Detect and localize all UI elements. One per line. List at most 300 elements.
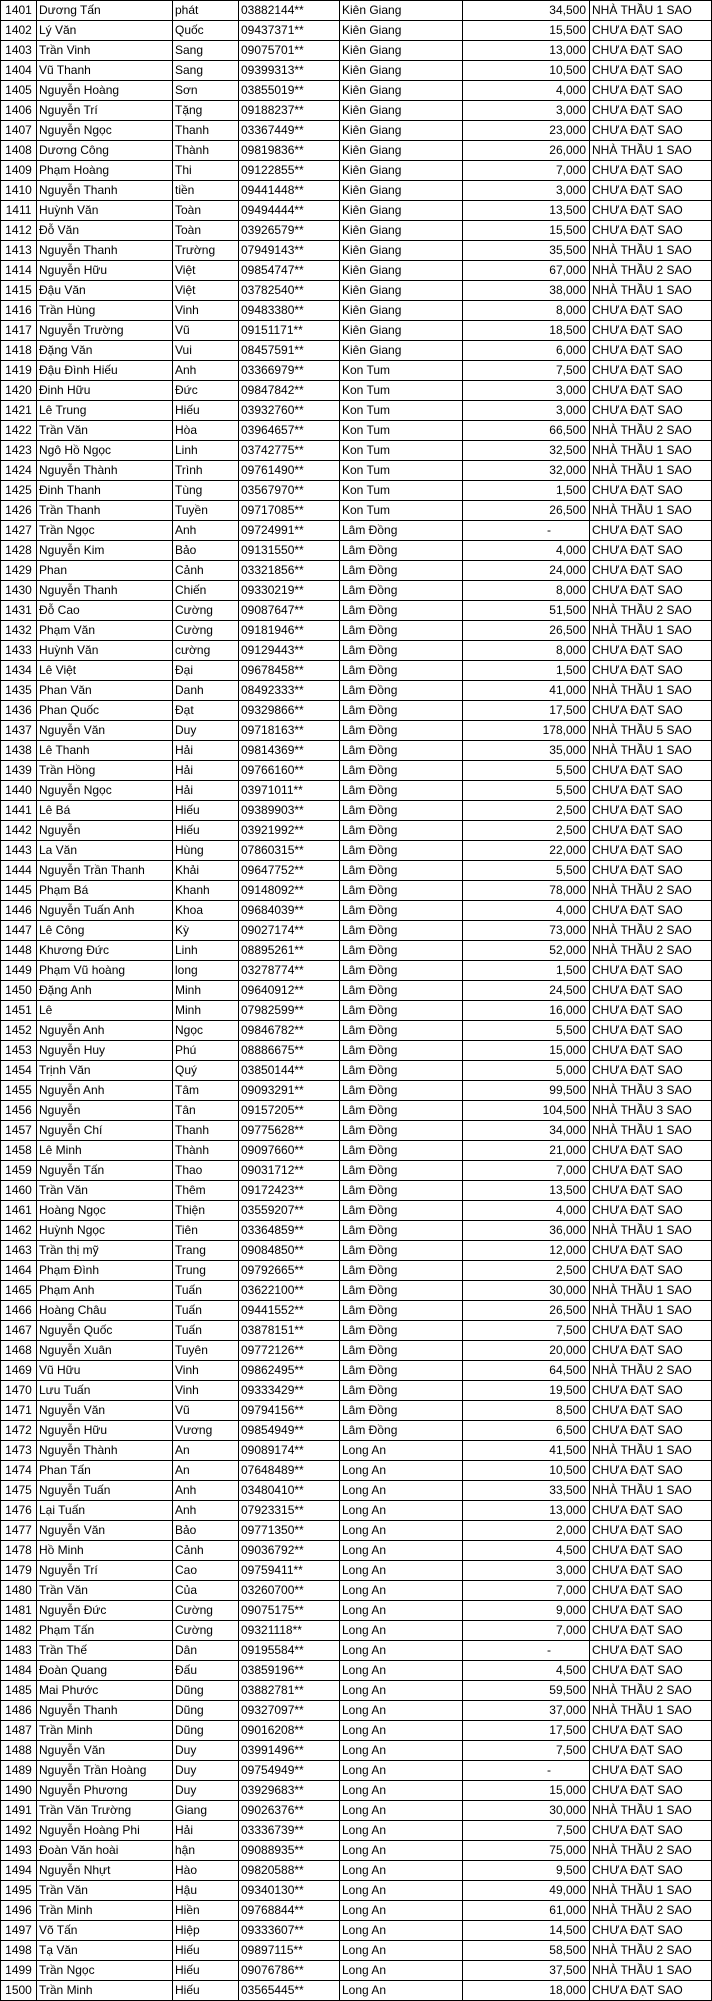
last-middle-name-cell: Nguyễn Trần Thanh bbox=[37, 861, 173, 881]
province-cell: Kiên Giang bbox=[340, 341, 463, 361]
phone-number-cell: 09036792** bbox=[239, 1541, 340, 1561]
province-cell: Kiên Giang bbox=[340, 21, 463, 41]
province-cell: Kiên Giang bbox=[340, 61, 463, 81]
row-number-cell: 1436 bbox=[1, 701, 37, 721]
phone-number-cell: 03366979** bbox=[239, 361, 340, 381]
given-name-cell: Vinh bbox=[173, 1361, 239, 1381]
phone-number-cell: 09437371** bbox=[239, 21, 340, 41]
star-rank-cell: CHƯA ĐẠT SAO bbox=[590, 301, 712, 321]
province-cell: Lâm Đồng bbox=[340, 1041, 463, 1061]
table-row bbox=[1, 1921, 712, 1941]
table-row bbox=[1, 821, 712, 841]
table-row bbox=[1, 721, 712, 741]
star-rank-cell: CHƯA ĐẠT SAO bbox=[590, 1321, 712, 1341]
table-row bbox=[1, 1961, 712, 1981]
table-row bbox=[1, 1521, 712, 1541]
last-middle-name-cell: Đậu Văn bbox=[37, 281, 173, 301]
phone-number-cell: 09441552** bbox=[239, 1301, 340, 1321]
table-row bbox=[1, 1461, 712, 1481]
star-rank-cell: NHÀ THẦU 1 SAO bbox=[590, 1221, 712, 1241]
province-cell: Kiên Giang bbox=[340, 181, 463, 201]
last-middle-name-cell: Trần Vinh bbox=[37, 41, 173, 61]
last-middle-name-cell: Nguyễn Chí bbox=[37, 1121, 173, 1141]
province-cell: Lâm Đồng bbox=[340, 681, 463, 701]
given-name-cell: Anh bbox=[173, 1501, 239, 1521]
table-row bbox=[1, 1861, 712, 1881]
province-cell: Long An bbox=[340, 1701, 463, 1721]
province-cell: Long An bbox=[340, 1881, 463, 1901]
score-cell: 38,000 bbox=[463, 281, 590, 301]
given-name-cell: Hậu bbox=[173, 1881, 239, 1901]
province-cell: Long An bbox=[340, 1921, 463, 1941]
row-number-cell: 1405 bbox=[1, 81, 37, 101]
given-name-cell: hận bbox=[173, 1841, 239, 1861]
given-name-cell: Cường bbox=[173, 1601, 239, 1621]
score-cell: 6,000 bbox=[463, 341, 590, 361]
star-rank-cell: CHƯA ĐẠT SAO bbox=[590, 861, 712, 881]
star-rank-cell: CHƯA ĐẠT SAO bbox=[590, 801, 712, 821]
province-cell: Kiên Giang bbox=[340, 281, 463, 301]
province-cell: Kon Tum bbox=[340, 441, 463, 461]
province-cell: Lâm Đồng bbox=[340, 881, 463, 901]
last-middle-name-cell: Đỗ Cao bbox=[37, 601, 173, 621]
star-rank-cell: NHÀ THẦU 1 SAO bbox=[590, 1301, 712, 1321]
phone-number-cell: 08895261** bbox=[239, 941, 340, 961]
last-middle-name-cell: Trần Thế bbox=[37, 1641, 173, 1661]
phone-number-cell: 09088935** bbox=[239, 1841, 340, 1861]
province-cell: Long An bbox=[340, 1861, 463, 1881]
phone-number-cell: 09717085** bbox=[239, 501, 340, 521]
last-middle-name-cell: Đặng Văn bbox=[37, 341, 173, 361]
star-rank-cell: CHƯA ĐẠT SAO bbox=[590, 1401, 712, 1421]
last-middle-name-cell: Nguyễn bbox=[37, 1101, 173, 1121]
row-number-cell: 1431 bbox=[1, 601, 37, 621]
phone-number-cell: 09441448** bbox=[239, 181, 340, 201]
given-name-cell: Anh bbox=[173, 1481, 239, 1501]
phone-number-cell: 09172423** bbox=[239, 1181, 340, 1201]
phone-number-cell: 09771350** bbox=[239, 1521, 340, 1541]
given-name-cell: Hòa bbox=[173, 421, 239, 441]
star-rank-cell: CHƯA ĐẠT SAO bbox=[590, 1921, 712, 1941]
given-name-cell: Đấu bbox=[173, 1661, 239, 1681]
table-row bbox=[1, 1001, 712, 1021]
last-middle-name-cell: Lại Tuấn bbox=[37, 1501, 173, 1521]
last-middle-name-cell: Trần Minh bbox=[37, 1981, 173, 2001]
given-name-cell: Cảnh bbox=[173, 561, 239, 581]
table-row bbox=[1, 1421, 712, 1441]
table-row bbox=[1, 1261, 712, 1281]
star-rank-cell: CHƯA ĐẠT SAO bbox=[590, 1761, 712, 1781]
given-name-cell: Hải bbox=[173, 781, 239, 801]
score-cell: 7,500 bbox=[463, 361, 590, 381]
row-number-cell: 1420 bbox=[1, 381, 37, 401]
province-cell: Lâm Đồng bbox=[340, 801, 463, 821]
last-middle-name-cell: Trần Ngọc bbox=[37, 521, 173, 541]
row-number-cell: 1406 bbox=[1, 101, 37, 121]
given-name-cell: Vương bbox=[173, 1421, 239, 1441]
table-row bbox=[1, 201, 712, 221]
row-number-cell: 1440 bbox=[1, 781, 37, 801]
given-name-cell: Dũng bbox=[173, 1681, 239, 1701]
row-number-cell: 1458 bbox=[1, 1141, 37, 1161]
row-number-cell: 1438 bbox=[1, 741, 37, 761]
star-rank-cell: CHƯA ĐẠT SAO bbox=[590, 201, 712, 221]
star-rank-cell: CHƯA ĐẠT SAO bbox=[590, 1061, 712, 1081]
star-rank-cell: CHƯA ĐẠT SAO bbox=[590, 641, 712, 661]
province-cell: Long An bbox=[340, 1841, 463, 1861]
score-cell: 5,500 bbox=[463, 861, 590, 881]
province-cell: Lâm Đồng bbox=[340, 821, 463, 841]
row-number-cell: 1464 bbox=[1, 1261, 37, 1281]
given-name-cell: Thanh bbox=[173, 1121, 239, 1141]
row-number-cell: 1485 bbox=[1, 1681, 37, 1701]
phone-number-cell: 09195584** bbox=[239, 1641, 340, 1661]
last-middle-name-cell: Hồ Minh bbox=[37, 1541, 173, 1561]
star-rank-cell: NHÀ THẦU 1 SAO bbox=[590, 1281, 712, 1301]
province-cell: Kiên Giang bbox=[340, 101, 463, 121]
table-row bbox=[1, 381, 712, 401]
table-row bbox=[1, 161, 712, 181]
last-middle-name-cell: Lê Bá bbox=[37, 801, 173, 821]
given-name-cell: Cường bbox=[173, 1621, 239, 1641]
last-middle-name-cell: Nguyễn Hoàng bbox=[37, 81, 173, 101]
star-rank-cell: CHƯA ĐẠT SAO bbox=[590, 1741, 712, 1761]
row-number-cell: 1408 bbox=[1, 141, 37, 161]
phone-number-cell: 03921992** bbox=[239, 821, 340, 841]
last-middle-name-cell: Phan Văn bbox=[37, 681, 173, 701]
row-number-cell: 1493 bbox=[1, 1841, 37, 1861]
phone-number-cell: 03991496** bbox=[239, 1741, 340, 1761]
row-number-cell: 1435 bbox=[1, 681, 37, 701]
last-middle-name-cell: Nguyễn Thanh bbox=[37, 1701, 173, 1721]
last-middle-name-cell: Lê Thanh bbox=[37, 741, 173, 761]
row-number-cell: 1474 bbox=[1, 1461, 37, 1481]
given-name-cell: An bbox=[173, 1441, 239, 1461]
table-row bbox=[1, 1701, 712, 1721]
province-cell: Long An bbox=[340, 1601, 463, 1621]
star-rank-cell: NHÀ THẦU 1 SAO bbox=[590, 1701, 712, 1721]
table-row bbox=[1, 1341, 712, 1361]
score-cell: - bbox=[463, 1761, 590, 1781]
row-number-cell: 1401 bbox=[1, 1, 37, 21]
given-name-cell: phát bbox=[173, 1, 239, 21]
province-cell: Lâm Đồng bbox=[340, 741, 463, 761]
row-number-cell: 1412 bbox=[1, 221, 37, 241]
score-cell: 67,000 bbox=[463, 261, 590, 281]
table-row bbox=[1, 541, 712, 561]
star-rank-cell: NHÀ THẦU 3 SAO bbox=[590, 1081, 712, 1101]
star-rank-cell: NHÀ THẦU 5 SAO bbox=[590, 721, 712, 741]
star-rank-cell: CHƯA ĐẠT SAO bbox=[590, 1501, 712, 1521]
score-cell: 99,500 bbox=[463, 1081, 590, 1101]
province-cell: Lâm Đồng bbox=[340, 561, 463, 581]
province-cell: Kiên Giang bbox=[340, 121, 463, 141]
score-cell: 13,000 bbox=[463, 41, 590, 61]
given-name-cell: Hiệp bbox=[173, 1921, 239, 1941]
given-name-cell: Tuyên bbox=[173, 1341, 239, 1361]
last-middle-name-cell: Lê Công bbox=[37, 921, 173, 941]
table-row bbox=[1, 1481, 712, 1501]
row-number-cell: 1450 bbox=[1, 981, 37, 1001]
province-cell: Lâm Đồng bbox=[340, 1321, 463, 1341]
given-name-cell: Hiếu bbox=[173, 801, 239, 821]
province-cell: Long An bbox=[340, 1581, 463, 1601]
table-row bbox=[1, 301, 712, 321]
phone-number-cell: 09389903** bbox=[239, 801, 340, 821]
star-rank-cell: CHƯA ĐẠT SAO bbox=[590, 1781, 712, 1801]
province-cell: Kiên Giang bbox=[340, 161, 463, 181]
table-row bbox=[1, 521, 712, 541]
province-cell: Lâm Đồng bbox=[340, 921, 463, 941]
table-row bbox=[1, 441, 712, 461]
row-number-cell: 1424 bbox=[1, 461, 37, 481]
given-name-cell: Duy bbox=[173, 721, 239, 741]
row-number-cell: 1480 bbox=[1, 1581, 37, 1601]
star-rank-cell: CHƯA ĐẠT SAO bbox=[590, 1561, 712, 1581]
star-rank-cell: CHƯA ĐẠT SAO bbox=[590, 1421, 712, 1441]
star-rank-cell: NHÀ THẦU 1 SAO bbox=[590, 1441, 712, 1461]
table-row bbox=[1, 1801, 712, 1821]
last-middle-name-cell: Trần Hồng bbox=[37, 761, 173, 781]
star-rank-cell: NHÀ THẦU 1 SAO bbox=[590, 241, 712, 261]
table-row bbox=[1, 981, 712, 1001]
row-number-cell: 1494 bbox=[1, 1861, 37, 1881]
given-name-cell: Giang bbox=[173, 1801, 239, 1821]
province-cell: Long An bbox=[340, 1721, 463, 1741]
star-rank-cell: CHƯA ĐẠT SAO bbox=[590, 1861, 712, 1881]
last-middle-name-cell: Lê Minh bbox=[37, 1141, 173, 1161]
star-rank-cell: CHƯA ĐẠT SAO bbox=[590, 1661, 712, 1681]
table-row bbox=[1, 1021, 712, 1041]
score-cell: 3,000 bbox=[463, 401, 590, 421]
star-rank-cell: CHƯA ĐẠT SAO bbox=[590, 761, 712, 781]
row-number-cell: 1490 bbox=[1, 1781, 37, 1801]
score-cell: 41,500 bbox=[463, 1441, 590, 1461]
given-name-cell: Sang bbox=[173, 41, 239, 61]
given-name-cell: Duy bbox=[173, 1761, 239, 1781]
star-rank-cell: CHƯA ĐẠT SAO bbox=[590, 1261, 712, 1281]
row-number-cell: 1469 bbox=[1, 1361, 37, 1381]
score-cell: 7,000 bbox=[463, 1161, 590, 1181]
score-cell: 15,500 bbox=[463, 21, 590, 41]
given-name-cell: long bbox=[173, 961, 239, 981]
phone-number-cell: 09494444** bbox=[239, 201, 340, 221]
phone-number-cell: 09089174** bbox=[239, 1441, 340, 1461]
last-middle-name-cell: Nguyễn Kim bbox=[37, 541, 173, 561]
last-middle-name-cell: Nguyễn Ngọc bbox=[37, 781, 173, 801]
row-number-cell: 1498 bbox=[1, 1941, 37, 1961]
province-cell: Long An bbox=[340, 1981, 463, 2001]
row-number-cell: 1415 bbox=[1, 281, 37, 301]
given-name-cell: Hiếu bbox=[173, 1981, 239, 2001]
star-rank-cell: NHÀ THẦU 1 SAO bbox=[590, 1801, 712, 1821]
phone-number-cell: 09188237** bbox=[239, 101, 340, 121]
province-cell: Lâm Đồng bbox=[340, 581, 463, 601]
score-cell: 37,000 bbox=[463, 1701, 590, 1721]
province-cell: Lâm Đồng bbox=[340, 861, 463, 881]
phone-number-cell: 09678458** bbox=[239, 661, 340, 681]
province-cell: Lâm Đồng bbox=[340, 1101, 463, 1121]
score-cell: 12,000 bbox=[463, 1241, 590, 1261]
row-number-cell: 1478 bbox=[1, 1541, 37, 1561]
phone-number-cell: 03367449** bbox=[239, 121, 340, 141]
score-cell: 4,000 bbox=[463, 901, 590, 921]
last-middle-name-cell: Hoàng Ngọc bbox=[37, 1201, 173, 1221]
star-rank-cell: CHƯA ĐẠT SAO bbox=[590, 561, 712, 581]
last-middle-name-cell: Vũ Hữu bbox=[37, 1361, 173, 1381]
province-cell: Lâm Đồng bbox=[340, 1421, 463, 1441]
row-number-cell: 1460 bbox=[1, 1181, 37, 1201]
last-middle-name-cell: Đỗ Văn bbox=[37, 221, 173, 241]
star-rank-cell: CHƯA ĐẠT SAO bbox=[590, 61, 712, 81]
phone-number-cell: 09792665** bbox=[239, 1261, 340, 1281]
given-name-cell: Cao bbox=[173, 1561, 239, 1581]
star-rank-cell: CHƯA ĐẠT SAO bbox=[590, 841, 712, 861]
row-number-cell: 1451 bbox=[1, 1001, 37, 1021]
last-middle-name-cell: Nguyễn Trần Hoàng bbox=[37, 1761, 173, 1781]
table-row bbox=[1, 1401, 712, 1421]
given-name-cell: tiền bbox=[173, 181, 239, 201]
given-name-cell: Thành bbox=[173, 1141, 239, 1161]
table-row bbox=[1, 1941, 712, 1961]
star-rank-cell: CHƯA ĐẠT SAO bbox=[590, 1521, 712, 1541]
given-name-cell: Thanh bbox=[173, 121, 239, 141]
table-row bbox=[1, 1321, 712, 1341]
score-cell: 17,500 bbox=[463, 1721, 590, 1741]
phone-number-cell: 09148092** bbox=[239, 881, 340, 901]
star-rank-cell: CHƯA ĐẠT SAO bbox=[590, 1981, 712, 2001]
phone-number-cell: 07860315** bbox=[239, 841, 340, 861]
star-rank-cell: NHÀ THẦU 1 SAO bbox=[590, 1121, 712, 1141]
row-number-cell: 1413 bbox=[1, 241, 37, 261]
table-row bbox=[1, 581, 712, 601]
star-rank-cell: CHƯA ĐẠT SAO bbox=[590, 221, 712, 241]
province-cell: Long An bbox=[340, 1961, 463, 1981]
given-name-cell: Linh bbox=[173, 441, 239, 461]
score-cell: 41,000 bbox=[463, 681, 590, 701]
table-row bbox=[1, 21, 712, 41]
row-number-cell: 1443 bbox=[1, 841, 37, 861]
last-middle-name-cell: Đoàn Quang bbox=[37, 1661, 173, 1681]
province-cell: Lâm Đồng bbox=[340, 1361, 463, 1381]
phone-number-cell: 09093291** bbox=[239, 1081, 340, 1101]
province-cell: Long An bbox=[340, 1801, 463, 1821]
score-cell: 6,500 bbox=[463, 1421, 590, 1441]
score-cell: 15,500 bbox=[463, 221, 590, 241]
phone-number-cell: 08886675** bbox=[239, 1041, 340, 1061]
row-number-cell: 1439 bbox=[1, 761, 37, 781]
given-name-cell: An bbox=[173, 1461, 239, 1481]
province-cell: Lâm Đồng bbox=[340, 601, 463, 621]
given-name-cell: Hùng bbox=[173, 841, 239, 861]
table-row bbox=[1, 741, 712, 761]
phone-number-cell: 09181946** bbox=[239, 621, 340, 641]
table-row bbox=[1, 1741, 712, 1761]
score-cell: 15,000 bbox=[463, 1041, 590, 1061]
table-row bbox=[1, 1381, 712, 1401]
phone-number-cell: 03971011** bbox=[239, 781, 340, 801]
phone-number-cell: 03850144** bbox=[239, 1061, 340, 1081]
table-row bbox=[1, 1721, 712, 1741]
phone-number-cell: 09766160** bbox=[239, 761, 340, 781]
table-row bbox=[1, 1641, 712, 1661]
star-rank-cell: CHƯA ĐẠT SAO bbox=[590, 521, 712, 541]
last-middle-name-cell: Nguyễn Trường bbox=[37, 321, 173, 341]
table-row bbox=[1, 761, 712, 781]
row-number-cell: 1414 bbox=[1, 261, 37, 281]
score-cell: 5,500 bbox=[463, 1021, 590, 1041]
star-rank-cell: CHƯA ĐẠT SAO bbox=[590, 1341, 712, 1361]
given-name-cell: Hiếu bbox=[173, 821, 239, 841]
score-cell: 30,000 bbox=[463, 1801, 590, 1821]
province-cell: Lâm Đồng bbox=[340, 661, 463, 681]
given-name-cell: Dũng bbox=[173, 1721, 239, 1741]
table-row bbox=[1, 1361, 712, 1381]
last-middle-name-cell: Nguyễn Quốc bbox=[37, 1321, 173, 1341]
last-middle-name-cell: Phạm Văn bbox=[37, 621, 173, 641]
score-cell: 36,000 bbox=[463, 1221, 590, 1241]
phone-number-cell: 09075175** bbox=[239, 1601, 340, 1621]
given-name-cell: Vui bbox=[173, 341, 239, 361]
row-number-cell: 1459 bbox=[1, 1161, 37, 1181]
last-middle-name-cell: Huỳnh Văn bbox=[37, 641, 173, 661]
province-cell: Lâm Đồng bbox=[340, 1021, 463, 1041]
province-cell: Kiên Giang bbox=[340, 41, 463, 61]
province-cell: Kiên Giang bbox=[340, 261, 463, 281]
star-rank-cell: NHÀ THẦU 1 SAO bbox=[590, 1481, 712, 1501]
score-cell: - bbox=[463, 521, 590, 541]
row-number-cell: 1434 bbox=[1, 661, 37, 681]
star-rank-cell: NHÀ THẦU 2 SAO bbox=[590, 881, 712, 901]
last-middle-name-cell: Nguyễn Ngọc bbox=[37, 121, 173, 141]
star-rank-cell: CHƯA ĐẠT SAO bbox=[590, 1821, 712, 1841]
star-rank-cell: CHƯA ĐẠT SAO bbox=[590, 581, 712, 601]
table-row bbox=[1, 1281, 712, 1301]
phone-number-cell: 03742775** bbox=[239, 441, 340, 461]
star-rank-cell: NHÀ THẦU 2 SAO bbox=[590, 1841, 712, 1861]
score-cell: 26,500 bbox=[463, 621, 590, 641]
table-row bbox=[1, 501, 712, 521]
score-cell: 3,000 bbox=[463, 381, 590, 401]
table-row bbox=[1, 101, 712, 121]
row-number-cell: 1477 bbox=[1, 1521, 37, 1541]
last-middle-name-cell: Trịnh Văn bbox=[37, 1061, 173, 1081]
province-cell: Lâm Đồng bbox=[340, 1141, 463, 1161]
score-cell: 7,000 bbox=[463, 161, 590, 181]
score-cell: 14,500 bbox=[463, 1921, 590, 1941]
last-middle-name-cell: Nguyễn Hữu bbox=[37, 261, 173, 281]
score-cell: 22,000 bbox=[463, 841, 590, 861]
table-row bbox=[1, 261, 712, 281]
phone-number-cell: 03567970** bbox=[239, 481, 340, 501]
table-row bbox=[1, 1221, 712, 1241]
phone-number-cell: 09330219** bbox=[239, 581, 340, 601]
table-row bbox=[1, 341, 712, 361]
given-name-cell: Ngọc bbox=[173, 1021, 239, 1041]
given-name-cell: Hải bbox=[173, 741, 239, 761]
phone-number-cell: 09399313** bbox=[239, 61, 340, 81]
table-row bbox=[1, 861, 712, 881]
star-rank-cell: CHƯA ĐẠT SAO bbox=[590, 381, 712, 401]
last-middle-name-cell: Trần Văn bbox=[37, 1581, 173, 1601]
score-cell: 13,500 bbox=[463, 201, 590, 221]
last-middle-name-cell: Nguyễn Tấn bbox=[37, 1161, 173, 1181]
phone-number-cell: 09775628** bbox=[239, 1121, 340, 1141]
star-rank-cell: CHƯA ĐẠT SAO bbox=[590, 961, 712, 981]
province-cell: Lâm Đồng bbox=[340, 1261, 463, 1281]
given-name-cell: Trung bbox=[173, 1261, 239, 1281]
given-name-cell: Thi bbox=[173, 161, 239, 181]
